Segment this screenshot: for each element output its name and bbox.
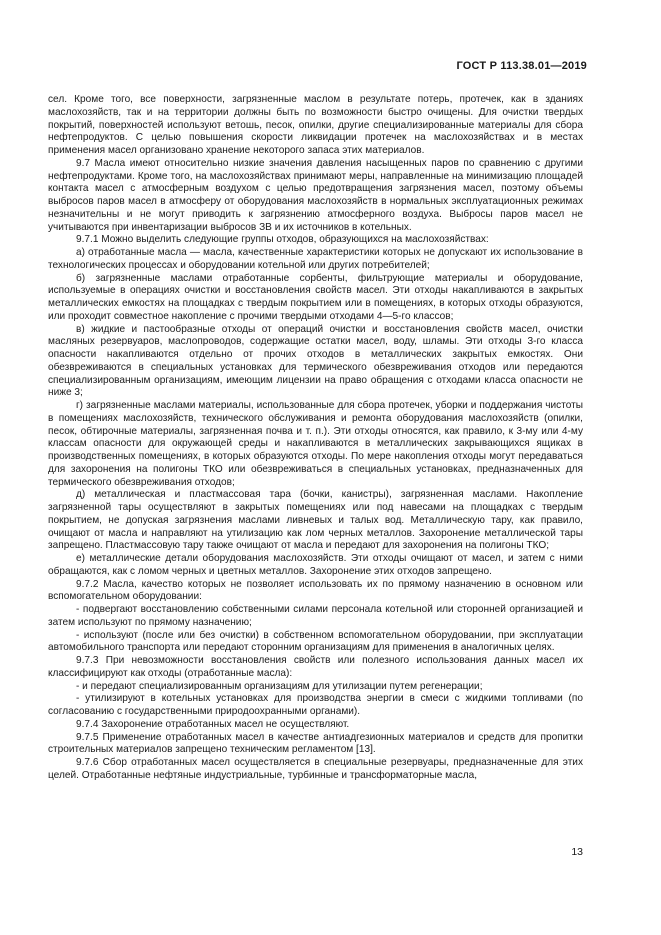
list-item: е) металлические детали оборудования маслохозяйств. Эти отходы очищают от масел, и затем с ними обращаются, как с ломом черных и цветных металлов. Захоронение этих отходов запрещено. <box>48 553 583 577</box>
list-item: - и передают специализированным организациям для утилизации путем регенерации; <box>76 680 483 692</box>
paragraph: 9.7.4 Захоронение отработанных масел не осуществляют. <box>76 718 350 730</box>
paragraph: сел. Кроме того, все поверхности, загрязненные маслом в результате потерь, протечек, как в зданиях маслохозяйств, так и на территории должны быть по возможности быстро очищены. Для очистки твердых покрытий, поверхностей используют ветошь, песок, опилки, другие специализированные материалы для сбора нефтепродуктов. С целью повышения скорости ликвидации протечек на маслохозяйствах и в местах применения масел организовано хранение некоторого запаса этих материалов. <box>48 94 583 156</box>
paragraph: 9.7.5 Применение отработанных масел в качестве антиадгезионных материалов и средств для пропитки строительных материалов запрещено техническим регламентом [13]. <box>48 731 583 756</box>
list-item: д) металлическая и пластмассовая тара (бочки, канистры), загрязненная маслами. Накопление загрязненной тары осуществляют в закрытых помещениях или под навесами на площадках с твердым покрытием, не допуская загрязнения маслами ливневых и талых вод. Металлическую тару, как правило, очищают от масла и направляют на утилизацию как лом черных металлов. Захоронение металлической тары запрещено. Пластмассовую тару также очищают от масла и передают для захоронения на полигоны ТКО; <box>48 489 583 552</box>
standard-header: ГОСТ Р 113.38.01—2019 <box>456 60 587 72</box>
list-item: - используют (после или без очистки) в собственном вспомогательном оборудовании, при эксплуатации автомобильного транспорта или передают сторонним организациям для применения в аналогичных целях. <box>48 629 583 654</box>
paragraph: 9.7.1 Можно выделить следующие группы отходов, образующихся на маслохозяйствах: <box>76 234 489 246</box>
list-item: г) загрязненные маслами материалы, использованные для сбора протечек, уборки и поддержания чистоты в помещениях маслохозяйств, технического обслуживания и ремонта оборудования маслохозяйств (опилки, песок, обтирочные материалы, загрязненная почва и т. п.). Эти отходы относятся, как правило, к 3-му или 4-му классам опасности для окружающей среды и накапливаются в металлических закрывающихся ящиках в производственных помещениях, в которых образуются отходы. По мере накопления отходы могут передаваться для захоронения на полигоны ТКО или обезвреживаться в специальных установках, предназначенных для термического обезвреживания отходов; <box>48 400 583 488</box>
paragraph: 9.7.2 Масла, качество которых не позволяет использовать их по прямому назначению в основном или вспомогательном оборудовании: <box>48 578 583 603</box>
paragraph: 9.7.3 При невозможности восстановления свойств или полезного использования данных масел их классифицируют как отходы (отработанные масла): <box>48 655 583 679</box>
list-item: а) отработанные масла — масла, качественные характеристики которых не допускают их использование в технологических процессах и оборудовании котельной или других потребителей; <box>48 247 583 271</box>
body-text <box>48 94 583 783</box>
paragraph: 9.7.6 Сбор отработанных масел осуществляется в специальные резервуары, предназначенные для этих целей. Отработанные нефтяные индустриальные, турбинные и трансформаторные масла, <box>48 757 583 781</box>
paragraph: 9.7 Масла имеют относительно низкие значения давления насыщенных паров по сравнению с другими нефтепродуктами. Кроме того, на маслохозяйствах принимают меры, направленные на минимизацию площадей контакта масел с атмосферным воздухом с целью предотвращения загрязнения масел, поэтому объемы выбросов паров масел в атмосферу от оборудования маслохозяйств в нормальных эксплуатационных режимах незначительны и не могут приводить к загрязнению атмосферного воздуха. Выбросы паров масел не учитываются при инвентаризации выбросов ЗВ и их источников в котельных. <box>48 157 583 233</box>
list-item: б) загрязненные маслами отработанные сорбенты, фильтрующие материалы и оборудование, используемые в операциях очистки и восстановления свойств масел. Эти отходы накапливаются в закрытых металлических емкостях на площадках с твердым покрытием или в помещениях, в которых отходы образуются, или проходит совместное накопление с прочими твердыми отходами 4—5-го классов; <box>48 272 583 322</box>
list-item: в) жидкие и пастообразные отходы от операций очистки и восстановления свойств масел, очистки масляных резервуаров, маслопроводов, содержащие остатки масел, воду, шламы. Эти отходы 3-го класса опасности накапливаются отдельно от прочих отходов в металлических закрытых емкостях. Они обезвреживаются в специальных установках для термического обезвреживания отходов или передаются специализированным организациям, имеющим лицензии на право обращения с отходами класса опасности не ниже 3; <box>48 323 583 399</box>
list-item: - подвергают восстановлению собственными силами персонала котельной или сторонней организацией и затем используют по прямому назначению; <box>48 604 583 628</box>
list-item: - утилизируют в котельных установках для производства энергии в смеси с жидкими топливами (по согласованию с государственными природоохранными органами). <box>48 693 583 717</box>
page-number: 13 <box>571 846 583 858</box>
